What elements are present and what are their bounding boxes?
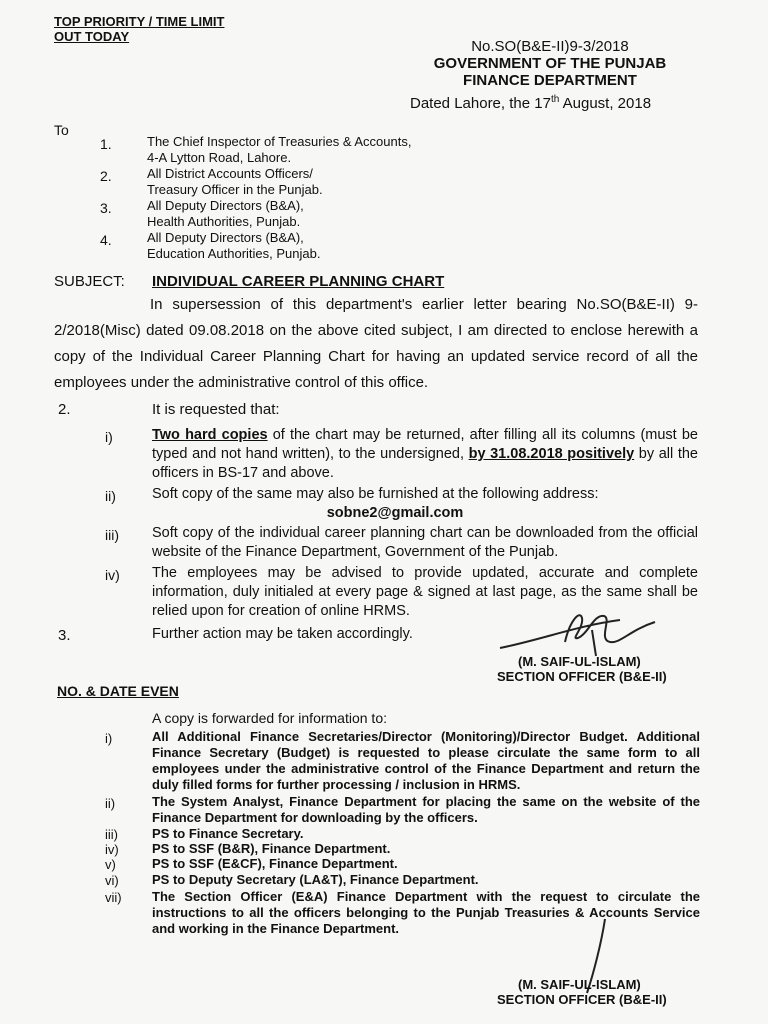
date-suffix: August, 2018 — [559, 95, 652, 112]
copy-number: vi) — [105, 873, 119, 888]
date-superscript: th — [550, 94, 560, 105]
request-item: Soft copy of the individual career planning chart can be downloaded from the official website of the Finance Department, Government of the Punjab. — [152, 525, 698, 560]
date-prefix: Dated Lahore, the 17 — [410, 95, 551, 112]
request-number: iii) — [105, 527, 119, 543]
copy-item: PS to SSF (E&CF), Finance Department. — [152, 856, 398, 871]
addressee — [147, 166, 323, 198]
request-number: i) — [105, 429, 113, 445]
paragraph-number: 2. — [58, 401, 71, 418]
addressee-line: Health Authorities, Punjab. — [147, 214, 301, 229]
request-item — [152, 485, 698, 523]
priority-line-1: TOP PRIORITY / TIME LIMIT — [54, 14, 225, 29]
subject-label: SUBJECT: — [54, 273, 125, 290]
request-number: ii) — [105, 488, 116, 504]
request-text: by all the officers in BS-17 and above. — [152, 446, 698, 481]
request-text: of the chart may be returned, after filling all its columns (must be typed and not hand written), to the undersigned, — [152, 427, 698, 462]
addressee-line: All Deputy Directors (B&A), — [147, 198, 304, 213]
paragraph-text: It is requested that: — [152, 401, 280, 418]
body-paragraph — [54, 292, 698, 396]
copy-number: i) — [105, 731, 113, 746]
paragraph-number: 3. — [58, 627, 71, 644]
addressee-line: Education Authorities, Punjab. — [147, 246, 321, 261]
priority-line-2: OUT TODAY — [54, 29, 130, 44]
priority-note — [54, 14, 224, 44]
reference-number: No.SO(B&E-II)9-3/2018 — [471, 38, 629, 55]
hard-copies-emphasis: Two hard copies — [152, 427, 268, 443]
signatory-name: (M. SAIF-UL-ISLAM) — [518, 654, 641, 669]
addressee-line: All Deputy Directors (B&A), — [147, 230, 304, 245]
letter-header — [400, 38, 700, 89]
department-name: FINANCE DEPARTMENT — [463, 72, 637, 89]
copy-item: The System Analyst, Finance Department for placing the same on the website of the Finance Department for downloading by the officers. — [152, 794, 700, 825]
copy-item: PS to Finance Secretary. — [152, 826, 304, 841]
addressee-number: 1. — [100, 136, 112, 152]
email-address: sobne2@gmail.com — [326, 505, 464, 521]
letter-date — [410, 94, 651, 112]
copy-intro: A copy is forwarded for information to: — [152, 710, 387, 726]
addressee-line: All District Accounts Officers/ — [147, 166, 313, 181]
to-label: To — [54, 122, 69, 138]
addressee-number: 4. — [100, 232, 112, 248]
copy-item: The Section Officer (E&A) Finance Department with the request to circulate the instructions to all the officers belonging to the Punjab Treasuries & Accounts Service and working in the Finance Department. — [152, 889, 700, 936]
copy-number: iii) — [105, 827, 118, 842]
addressee-number: 2. — [100, 168, 112, 184]
request-item: The employees may be advised to provide updated, accurate and complete information, duly initialed at every page & signed at last page, as the same shall be relied upon for creation of online HRMS. — [152, 565, 698, 619]
government-name: GOVERNMENT OF THE PUNJAB — [433, 55, 667, 72]
copy-number: vii) — [105, 890, 122, 905]
copy-number: ii) — [105, 796, 116, 811]
signatory-name: (M. SAIF-UL-ISLAM) — [518, 977, 641, 992]
addressee-line: 4-A Lytton Road, Lahore. — [147, 150, 292, 165]
addressee — [147, 198, 304, 230]
paragraph-text: In supersession of this department's earlier letter bearing No.SO(B&E-II) 9-2/2018(Misc) dated 09.08.2018 on the above cited subject, I am directed to enclose herewith a copy of the Individual Career Planning Chart for having an updated service record of all the employees under the administrative control of this office. — [54, 296, 698, 391]
request-text: Soft copy of the same may also be furnished at the following address: — [152, 486, 599, 502]
signatory-title: SECTION OFFICER (B&E-II) — [497, 992, 667, 1007]
request-item — [152, 426, 698, 483]
copy-number: v) — [105, 857, 116, 872]
paragraph-text: Further action may be taken accordingly. — [152, 626, 413, 642]
even-heading: NO. & DATE EVEN — [57, 683, 179, 699]
addressee — [147, 230, 320, 262]
addressee-line: Treasury Officer in the Punjab. — [147, 182, 323, 197]
addressee — [147, 134, 411, 166]
addressee-number: 3. — [100, 200, 112, 216]
copy-item: PS to SSF (B&R), Finance Department. — [152, 841, 391, 856]
deadline-emphasis: by 31.08.2018 positively — [468, 446, 635, 462]
copy-number: iv) — [105, 842, 119, 857]
request-number: iv) — [105, 567, 120, 583]
subject-text: INDIVIDUAL CAREER PLANNING CHART — [152, 273, 445, 290]
addressee-line: The Chief Inspector of Treasuries & Accounts, — [147, 134, 412, 149]
signatory-title: SECTION OFFICER (B&E-II) — [497, 669, 667, 684]
copy-item: All Additional Finance Secretaries/Director (Monitoring)/Director Budget. Additional Finance Secretary (Budget) is requested to please circulate the same form to all employees under the administrative control of the Finance Department and return the duly filled forms for further processing / inclusion in HRMS. — [152, 729, 700, 792]
copy-item: PS to Deputy Secretary (LA&T), Finance Department. — [152, 872, 479, 887]
